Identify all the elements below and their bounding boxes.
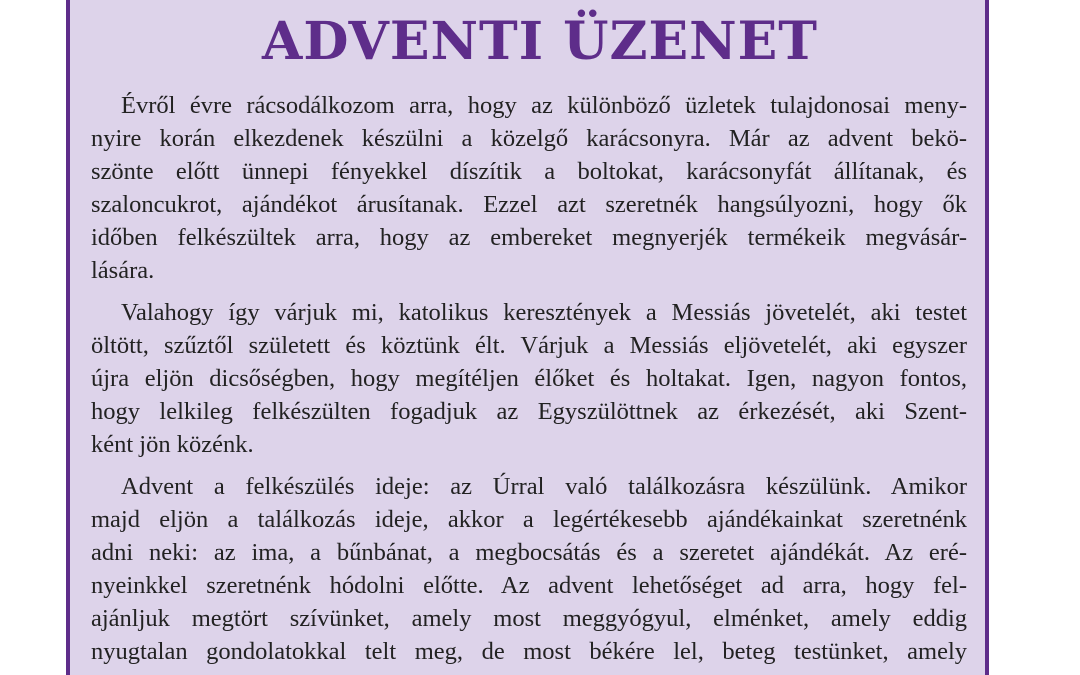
text-line: ként jön közénk. [91,431,254,458]
text-line: időben felkészültek arra, hogy az embereket megnyerjék termékeik megvásár- [91,224,967,251]
text-line: nyire korán elkezdenek készülni a közelgő karácsonyra. Már az advent bekö- [91,125,967,152]
article-body [91,89,967,675]
text-line: nyeinkkel szeretnénk hódolni előtte. Az advent lehetőséget ad arra, hogy fel- [91,572,967,599]
text-line: hogy lelkileg felkészülten fogadjuk az Egyszülöttnek az érkezését, aki Szent- [91,398,967,425]
paragraph-1 [91,89,967,287]
text-line: szaloncukrot, ajándékot árusítanak. Ezzel azt szeretnék hangsúlyozni, hogy ők [91,191,967,218]
text-line: ajánljuk megtört szívünket, amely most meggyógyul, elménket, amely eddig [91,605,967,632]
page-title: ADVENTI ÜZENET [262,11,818,72]
text-line: öltött, szűztől született és köztünk élt. Várjuk a Messiás eljövetelét, aki egyszer [91,332,967,359]
text-line: újra eljön dicsőségben, hogy megítéljen élőket és holtakat. Igen, nagyon fontos, [91,365,967,392]
text-line: Valahogy így várjuk mi, katolikus keresztények a Messiás jövetelét, aki testet [121,299,967,326]
text-line: szönte előtt ünnepi fényekkel díszítik a boltokat, karácsonyfát állítanak, és [91,158,967,185]
text-line: nyugtalan gondolatokkal telt meg, de most békére lel, beteg testünket, amely [91,638,967,665]
text-line: Advent a felkészülés ideje: az Úrral való találkozásra készülünk. Amikor [121,473,967,500]
text-line: majd eljön a találkozás ideje, akkor a legértékesebb ajándékainkat szeretnénk [91,506,967,533]
paragraph-2 [91,296,967,461]
text-line: lására. [91,257,155,284]
text-line: adni neki: az ima, a bűnbánat, a megbocsátás és a szeretet ajándékát. Az eré- [91,539,967,566]
paragraph-3 [91,470,967,668]
text-line: Évről évre rácsodálkozom arra, hogy az különböző üzletek tulajdonosai meny- [121,92,967,119]
